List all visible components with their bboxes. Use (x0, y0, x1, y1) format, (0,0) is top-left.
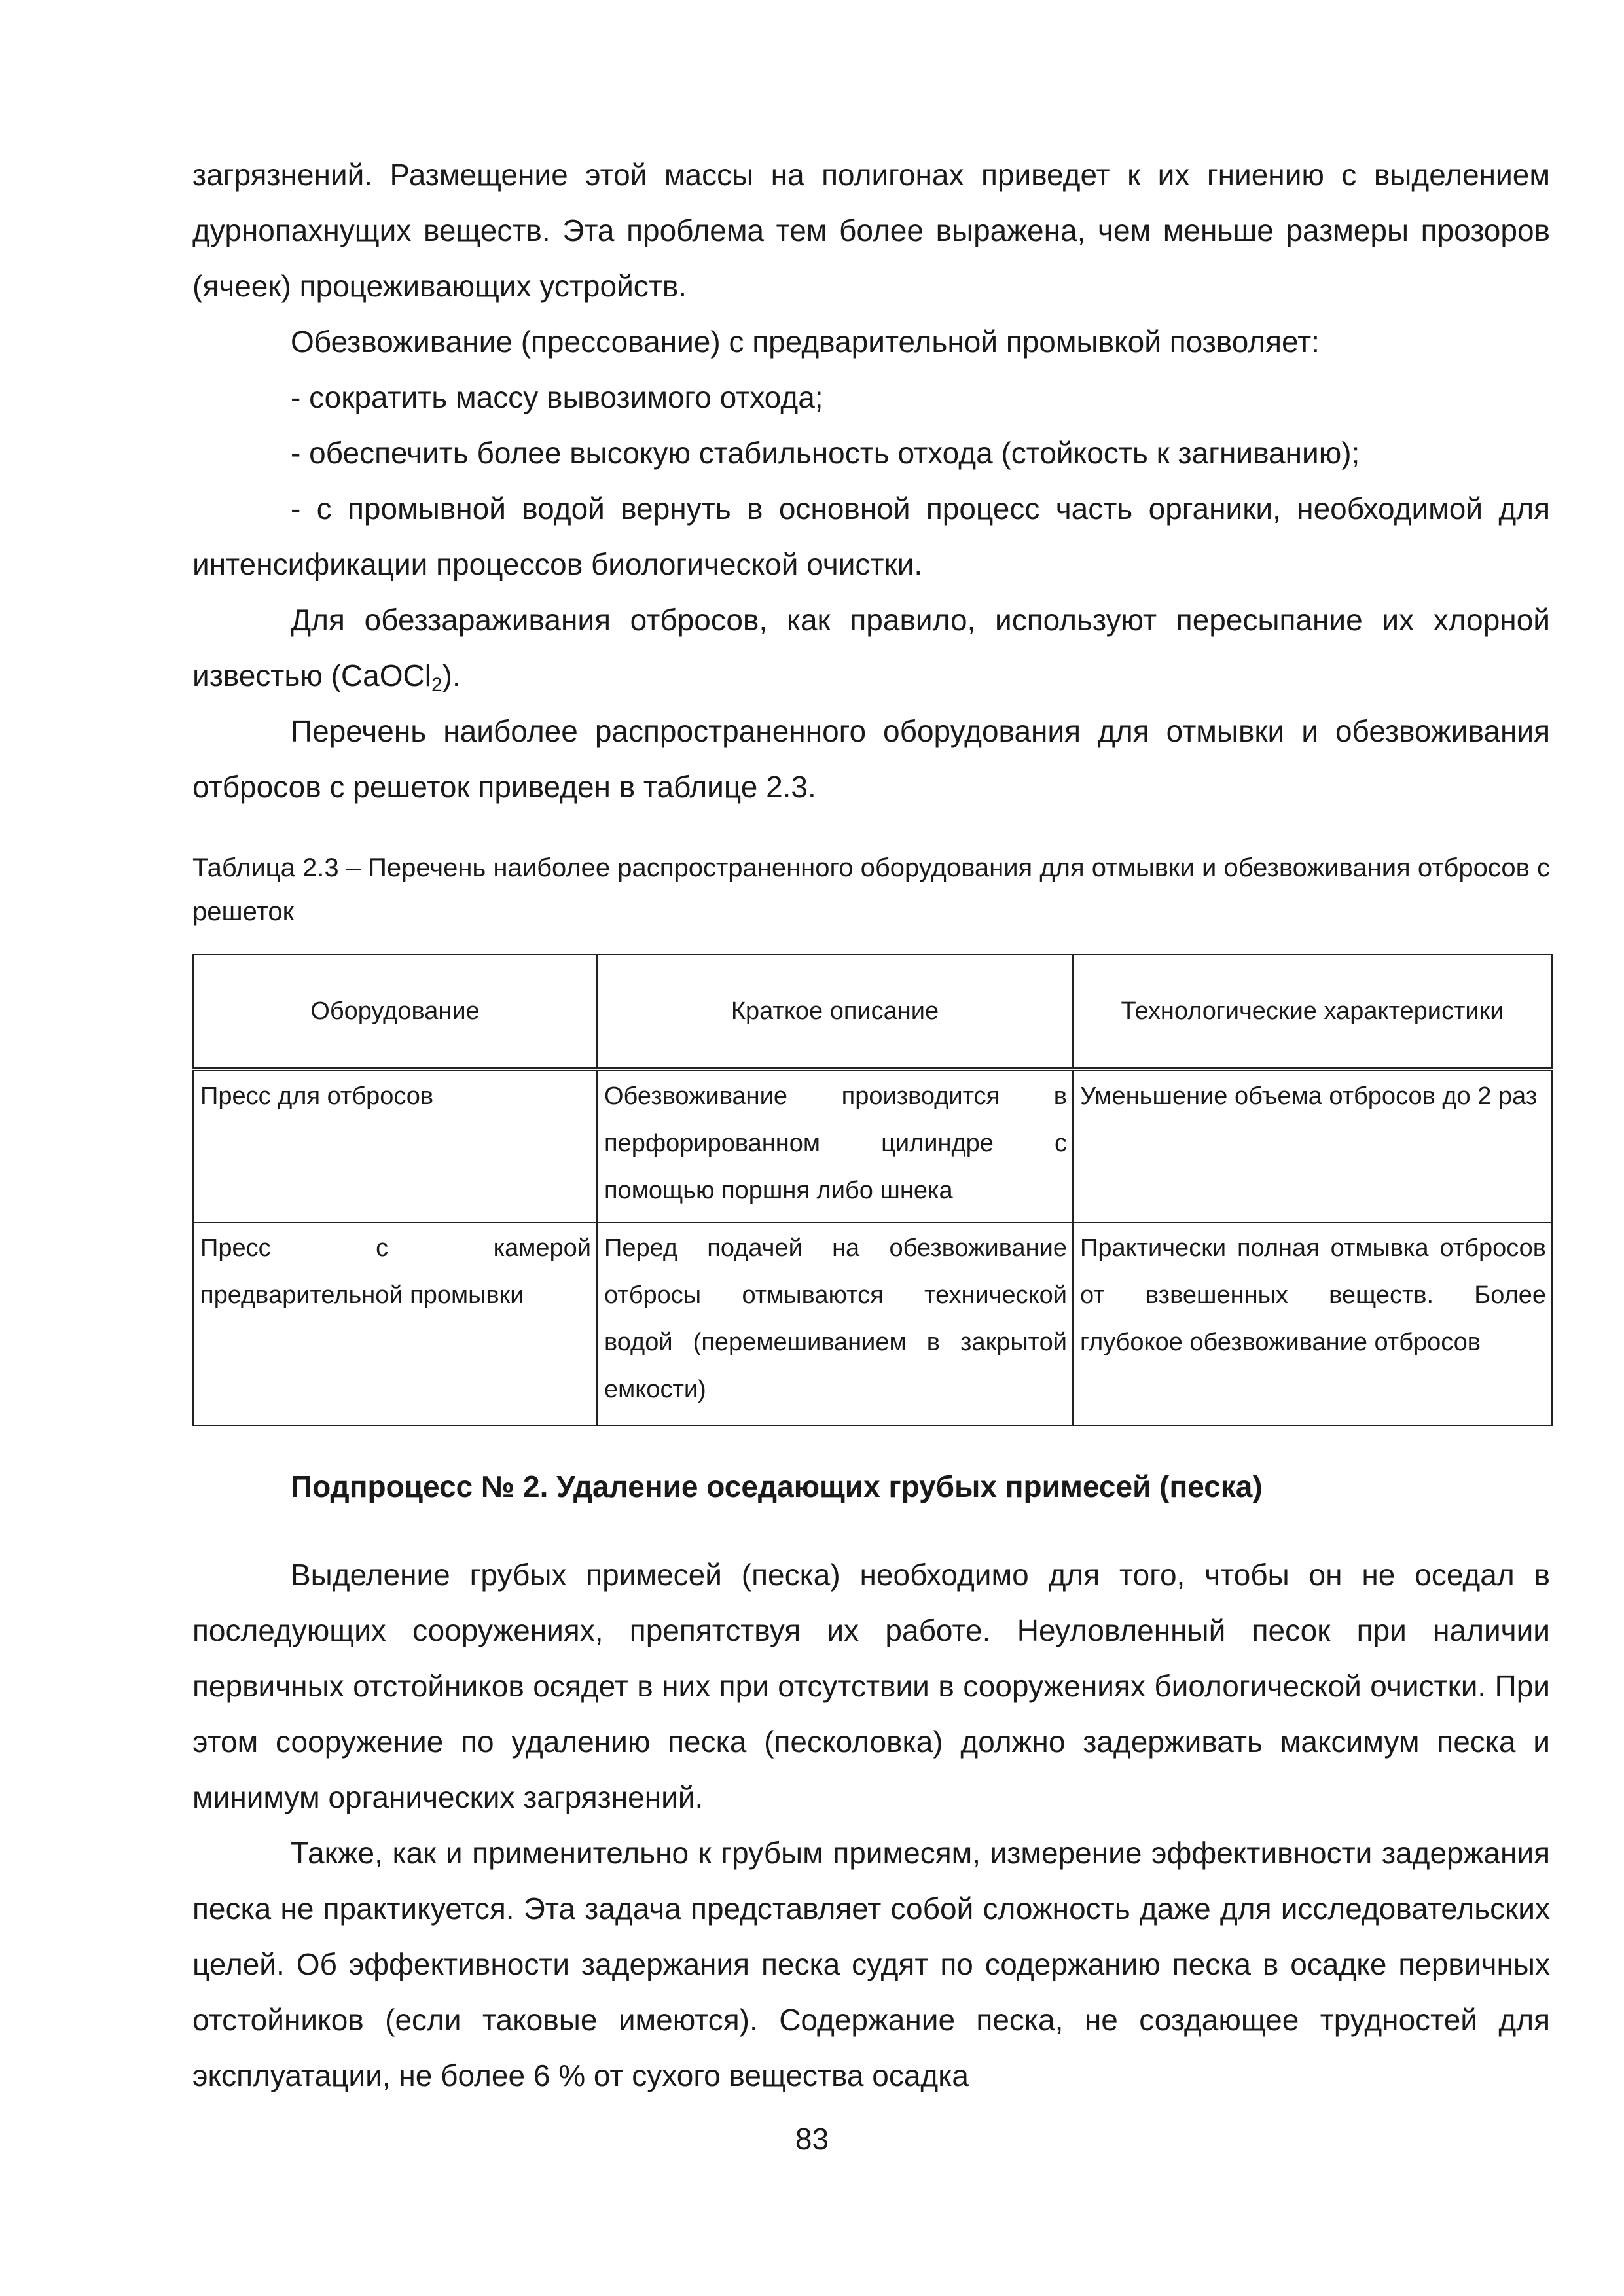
table-row (193, 1223, 1552, 1426)
paragraph-disinfection (192, 592, 1550, 704)
table-header-row (193, 954, 1552, 1069)
disinfection-text: Для обеззараживания отбросов, как правило, используют пересыпание их хлорной известью (CaOCl (192, 603, 1550, 692)
list-item-reduce-mass: - сократить массу вывозимого отхода; (291, 380, 823, 414)
paragraph-continuation: загрязнений. Размещение этой массы на полигонах приведет к их гниению с выделением дурнопахнущих веществ. Эта проблема тем более выражена, чем меньше размеры прозоров (ячеек) процеживающих устройств. (192, 158, 1550, 303)
table-row (193, 1069, 1552, 1223)
section-heading: Подпроцесс № 2. Удаление оседающих грубых примесей (песка) (291, 1469, 1263, 1503)
table-caption: Таблица 2.3 – Перечень наиболее распространенного оборудования для отмывки и обезвоживания отбросов с решеток (192, 853, 1550, 926)
header-description: Краткое описание (597, 954, 1073, 1069)
paragraph-sand-efficiency: Также, как и применительно к грубым примесям, измерение эффективности задержания песка не практикуется. Эта задача представляет собой сложность даже для исследовательских целей. Об эффективности задержания песка судят по содержанию песка в осадке первичных отстойников (если таковые имеются). Содержание песка, не создающее трудностей для эксплуатации, не более 6 % от сухого вещества осадка (192, 1836, 1550, 2092)
list-item-stability: - обеспечить более высокую стабильность отхода (стойкость к загниванию); (291, 436, 1360, 470)
paragraph-list-intro: Перечень наиболее распространенного оборудования для отмывки и обезвоживания отбросов с решеток приведен в таблице 2.3. (192, 714, 1550, 804)
paragraph-dewatering-intro: Обезвоживание (прессование) с предварительной промывкой позволяет: (291, 325, 1320, 359)
equipment-table (192, 954, 1553, 1426)
table-cell: Практически полная отмывка отбросов от взвешенных веществ. Более глубокое обезвоживание отбросов (1073, 1223, 1552, 1426)
table-cell: Обезвоживание производится в перфорированном цилиндре с помощью поршня либо шнека (597, 1069, 1073, 1223)
table-cell: Перед подачей на обезвоживание отбросы отмываются технической водой (перемешиванием в закрытой емкости) (597, 1223, 1073, 1426)
table-cell: Уменьшение объема отбросов до 2 раз (1073, 1069, 1552, 1223)
disinfection-subscript: 2 (431, 674, 442, 696)
page-number: 83 (795, 2122, 829, 2156)
document-page (192, 147, 1550, 2104)
table-cell: Пресс для отбросов (193, 1069, 597, 1223)
header-equipment: Оборудование (193, 954, 597, 1069)
disinfection-end: ). (442, 658, 461, 692)
header-characteristics: Технологические характеристики (1073, 954, 1552, 1069)
table-cell: Пресс с камерой предварительной промывки (193, 1223, 597, 1426)
list-item-return-organics: - с промывной водой вернуть в основной процесс часть органики, необходимой для интенсификации процессов биологической очистки. (192, 492, 1550, 581)
paragraph-sand-removal: Выделение грубых примесей (песка) необходимо для того, чтобы он не оседал в последующих сооружениях, препятствуя их работе. Неуловленный песок при наличии первичных отстойников осядет в них при отсутствии в сооружениях биологической очистки. При этом сооружение по удалению песка (песколовка) должно задерживать максимум песка и минимум органических загрязнений. (192, 1558, 1550, 1814)
